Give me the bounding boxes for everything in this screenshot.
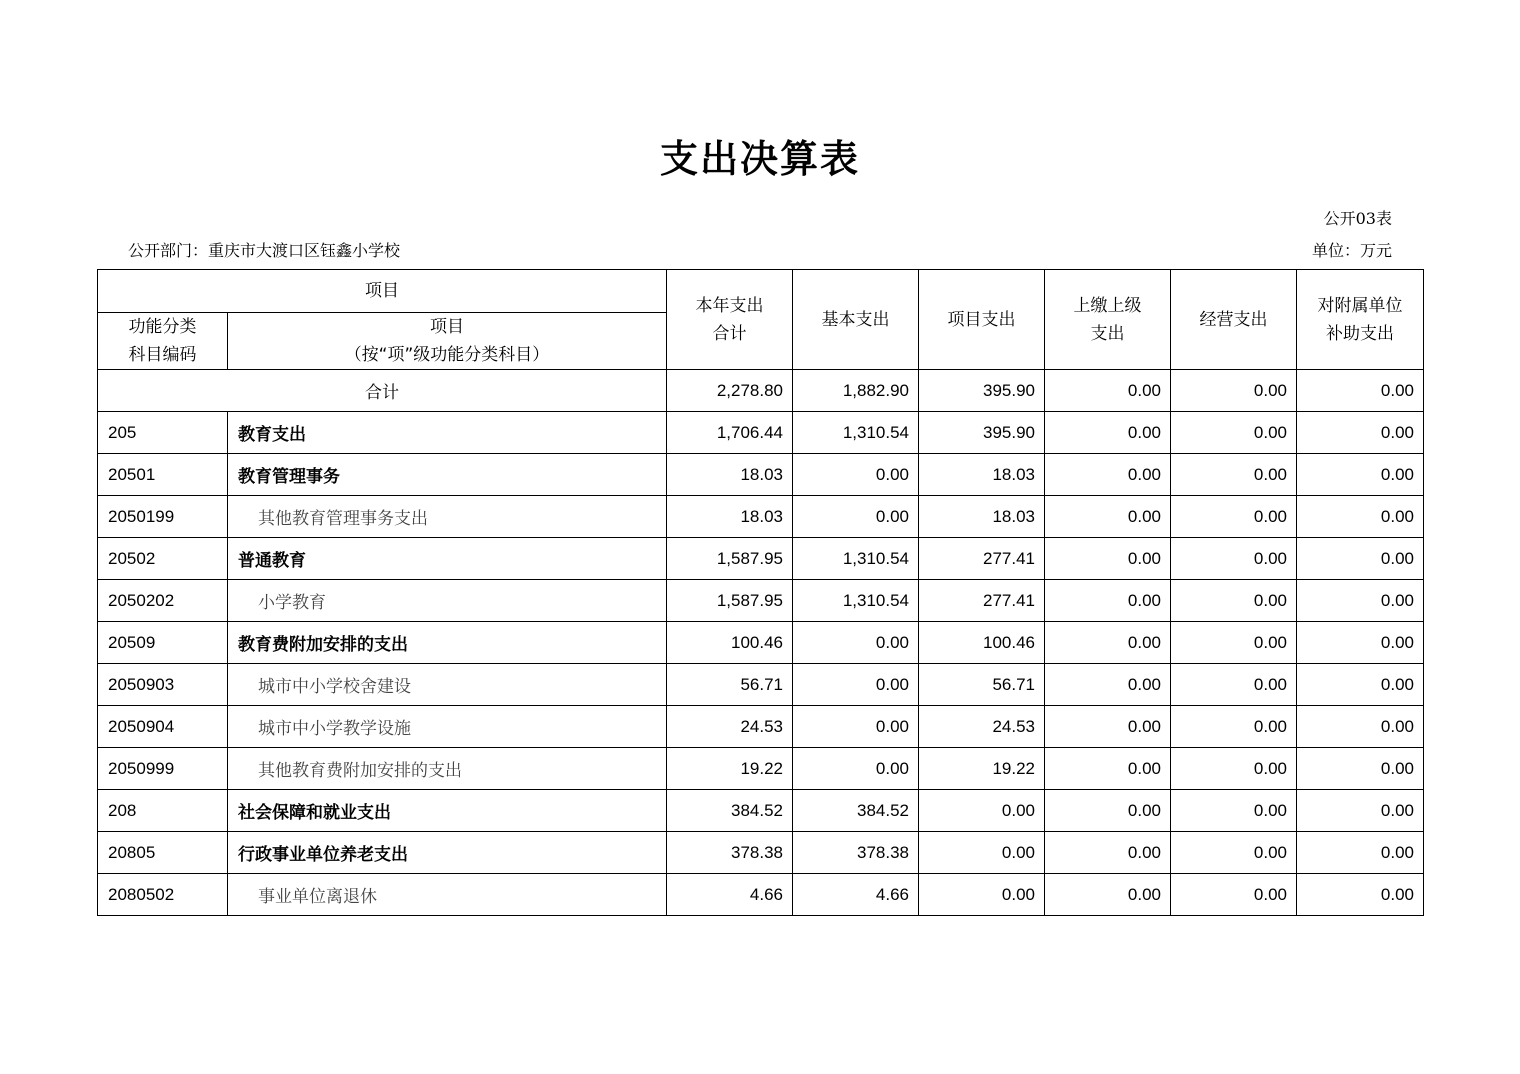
header-code-line2: 科目编码 (128, 345, 197, 365)
row-code: 20805 (98, 832, 228, 874)
row-value: 1,310.54 (793, 538, 919, 580)
header-code-line1: 功能分类 (128, 317, 197, 337)
row-value: 0.00 (919, 790, 1045, 832)
row-value: 100.46 (667, 622, 793, 664)
row-value: 0.00 (793, 622, 919, 664)
row-value: 384.52 (667, 790, 793, 832)
row-value: 1,587.95 (667, 580, 793, 622)
row-value: 277.41 (919, 580, 1045, 622)
row-code: 20502 (98, 538, 228, 580)
row-name: 社会保障和就业支出 (228, 790, 667, 832)
row-code: 20501 (98, 454, 228, 496)
row-code: 2050904 (98, 706, 228, 748)
row-value: 18.03 (667, 454, 793, 496)
row-value: 0.00 (919, 874, 1045, 916)
row-name: 城市中小学校舍建设 (228, 664, 667, 706)
header-total (667, 270, 793, 370)
row-value: 0.00 (1171, 664, 1297, 706)
row-name: 教育管理事务 (228, 454, 667, 496)
row-value: 0.00 (919, 832, 1045, 874)
table-row (98, 538, 1424, 580)
row-value: 277.41 (919, 538, 1045, 580)
table-row (98, 832, 1424, 874)
row-name: 行政事业单位养老支出 (228, 832, 667, 874)
row-code: 20509 (98, 622, 228, 664)
row-value: 378.38 (667, 832, 793, 874)
table-row (98, 412, 1424, 454)
row-name: 其他教育费附加安排的支出 (228, 748, 667, 790)
row-name: 小学教育 (228, 580, 667, 622)
row-value: 0.00 (1171, 580, 1297, 622)
header-project: 项目支出 (919, 270, 1045, 370)
row-name: 普通教育 (228, 538, 667, 580)
row-code: 2050999 (98, 748, 228, 790)
row-value: 0.00 (793, 454, 919, 496)
row-name: 教育支出 (228, 412, 667, 454)
table-row (98, 706, 1424, 748)
total-cell: 0.00 (1171, 370, 1297, 412)
row-value: 0.00 (1297, 832, 1424, 874)
total-cell: 1,882.90 (793, 370, 919, 412)
row-value: 0.00 (793, 748, 919, 790)
row-value: 0.00 (1171, 454, 1297, 496)
row-value: 24.53 (667, 706, 793, 748)
header-code (98, 313, 228, 370)
table-row (98, 622, 1424, 664)
row-value: 18.03 (919, 496, 1045, 538)
row-value: 395.90 (919, 412, 1045, 454)
expenditure-table (97, 269, 1424, 916)
row-value: 4.66 (667, 874, 793, 916)
total-label: 合计 (98, 370, 667, 412)
unit-label: 单位：万元 (1311, 241, 1392, 260)
header-operation: 经营支出 (1171, 270, 1297, 370)
total-cell: 0.00 (1045, 370, 1171, 412)
row-value: 1,706.44 (667, 412, 793, 454)
total-cell: 395.90 (919, 370, 1045, 412)
row-value: 0.00 (1297, 622, 1424, 664)
row-value: 1,310.54 (793, 580, 919, 622)
table-row (98, 748, 1424, 790)
row-name: 其他教育管理事务支出 (228, 496, 667, 538)
table-row (98, 790, 1424, 832)
row-value: 0.00 (1045, 580, 1171, 622)
row-value: 0.00 (1045, 664, 1171, 706)
header-name-line2: （按“项”级功能分类科目） (344, 345, 550, 365)
header-subsidy (1297, 270, 1424, 370)
table-row-total (98, 370, 1424, 412)
row-value: 0.00 (1297, 706, 1424, 748)
row-value: 0.00 (1045, 454, 1171, 496)
row-code: 208 (98, 790, 228, 832)
header-total-line1: 本年支出 (695, 295, 764, 316)
row-value: 378.38 (793, 832, 919, 874)
row-code: 2080502 (98, 874, 228, 916)
row-value: 24.53 (919, 706, 1045, 748)
header-basic: 基本支出 (793, 270, 919, 370)
row-value: 0.00 (793, 664, 919, 706)
table-row (98, 874, 1424, 916)
row-value: 0.00 (1297, 580, 1424, 622)
row-name: 事业单位离退休 (228, 874, 667, 916)
row-value: 0.00 (1171, 832, 1297, 874)
row-value: 0.00 (1171, 538, 1297, 580)
row-value: 0.00 (1045, 412, 1171, 454)
header-upper-line2: 支出 (1090, 323, 1125, 344)
header-item-group: 项目 (98, 270, 667, 313)
header-upper-line1: 上缴上级 (1073, 295, 1142, 316)
header-name-line1: 项目 (430, 317, 464, 337)
row-value: 18.03 (667, 496, 793, 538)
header-subsidy-line1: 对附属单位 (1317, 295, 1403, 316)
row-value: 384.52 (793, 790, 919, 832)
row-value: 0.00 (1171, 496, 1297, 538)
row-value: 0.00 (1045, 874, 1171, 916)
row-value: 0.00 (793, 496, 919, 538)
row-value: 4.66 (793, 874, 919, 916)
header-name (228, 313, 667, 370)
total-cell: 0.00 (1297, 370, 1424, 412)
row-value: 0.00 (1297, 790, 1424, 832)
row-value: 0.00 (1045, 790, 1171, 832)
row-value: 0.00 (1297, 412, 1424, 454)
row-value: 0.00 (1171, 748, 1297, 790)
row-value: 19.22 (667, 748, 793, 790)
row-value: 0.00 (1297, 496, 1424, 538)
row-value: 0.00 (1171, 412, 1297, 454)
row-value: 0.00 (1045, 832, 1171, 874)
row-value: 56.71 (667, 664, 793, 706)
row-name: 城市中小学教学设施 (228, 706, 667, 748)
table-row (98, 580, 1424, 622)
total-cell: 2,278.80 (667, 370, 793, 412)
row-value: 1,310.54 (793, 412, 919, 454)
row-value: 0.00 (1045, 706, 1171, 748)
header-upper (1045, 270, 1171, 370)
row-code: 205 (98, 412, 228, 454)
row-value: 0.00 (1171, 622, 1297, 664)
table-number: 公开03表 (1323, 209, 1392, 228)
row-value: 0.00 (1171, 706, 1297, 748)
row-value: 0.00 (1045, 538, 1171, 580)
row-value: 0.00 (1297, 664, 1424, 706)
row-value: 56.71 (919, 664, 1045, 706)
row-value: 0.00 (1297, 748, 1424, 790)
row-value: 100.46 (919, 622, 1045, 664)
row-code: 2050903 (98, 664, 228, 706)
table-row (98, 496, 1424, 538)
row-value: 0.00 (1171, 790, 1297, 832)
row-value: 0.00 (1045, 622, 1171, 664)
row-value: 1,587.95 (667, 538, 793, 580)
header-total-line2: 合计 (712, 323, 747, 344)
row-value: 18.03 (919, 454, 1045, 496)
header-subsidy-line2: 补助支出 (1326, 323, 1394, 344)
page-title: 支出决算表 (659, 137, 860, 181)
table-row (98, 664, 1424, 706)
table-row (98, 454, 1424, 496)
row-value: 0.00 (1297, 454, 1424, 496)
row-value: 0.00 (793, 706, 919, 748)
row-value: 0.00 (1297, 874, 1424, 916)
row-value: 0.00 (1297, 538, 1424, 580)
row-value: 0.00 (1171, 874, 1297, 916)
department-label: 公开部门：重庆市大渡口区钰鑫小学校 (128, 241, 401, 260)
row-value: 19.22 (919, 748, 1045, 790)
row-value: 0.00 (1045, 748, 1171, 790)
row-code: 2050199 (98, 496, 228, 538)
row-name: 教育费附加安排的支出 (228, 622, 667, 664)
row-code: 2050202 (98, 580, 228, 622)
row-value: 0.00 (1045, 496, 1171, 538)
